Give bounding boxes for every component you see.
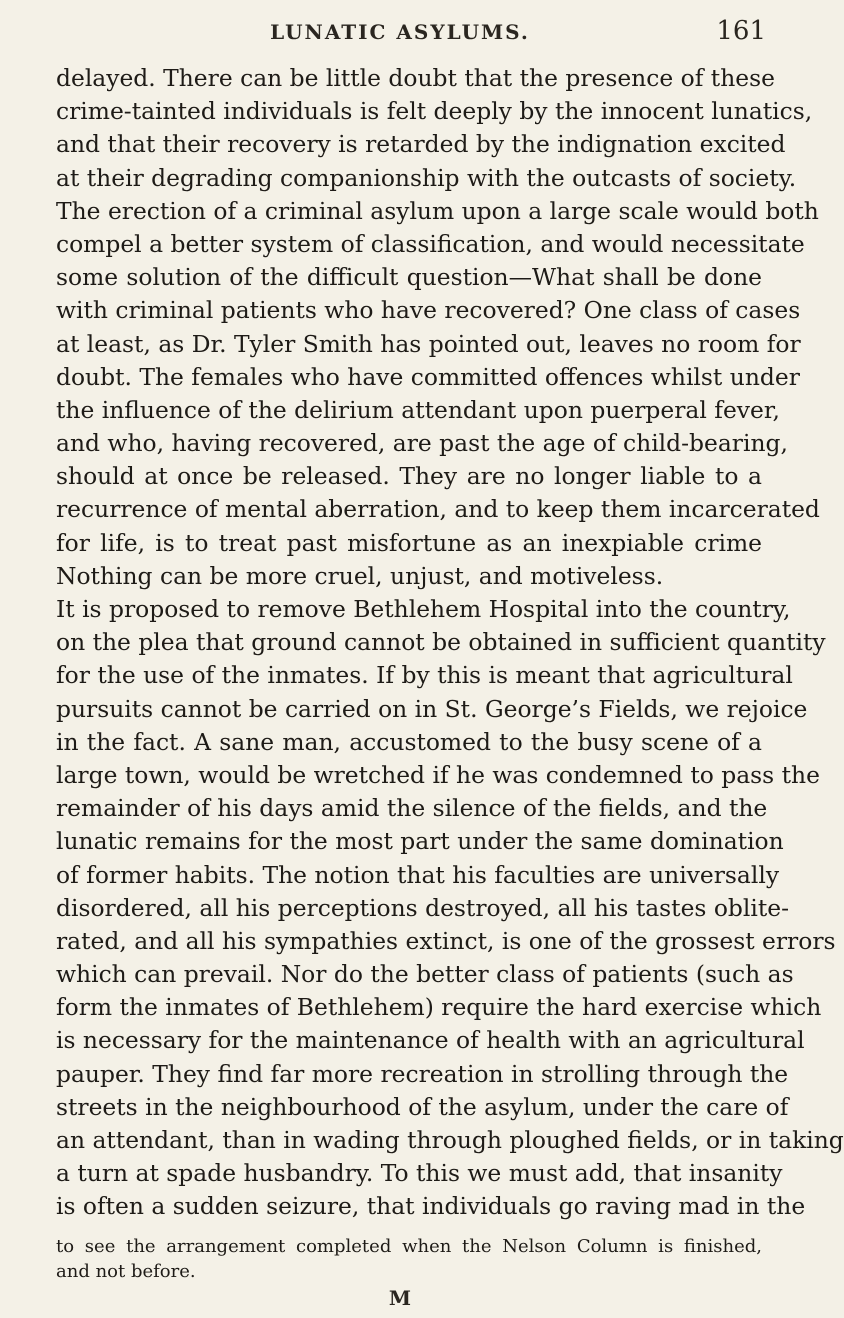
text-line: The erection of a criminal asylum upon a large scale would both	[56, 196, 819, 225]
text-line: an attendant, than in wading through ploughed fields, or in taking	[56, 1126, 844, 1154]
text-line: pauper. They find far more recreation in strolling through the	[56, 1059, 789, 1088]
text-line: streets in the neighbourhood of the asylum, under the care of	[56, 1092, 789, 1121]
text-line: form the inmates of Bethlehem) require the hard exercise which	[56, 993, 822, 1022]
body-text	[56, 62, 844, 1224]
text-line: on the plea that ground cannot be obtained in sufficient quantity	[56, 628, 826, 657]
text-line: at least, as Dr. Tyler Smith has pointed out, leaves no room for	[56, 329, 801, 358]
text-line: should at once be released. They are no longer liable to a	[56, 462, 762, 491]
footnote	[56, 1234, 762, 1284]
text-line: is necessary for the maintenance of health with an agricultural	[56, 1026, 805, 1055]
text-line: with criminal patients who have recovered? One class of cases	[56, 296, 801, 325]
text-line: which can prevail. Nor do the better class of patients (such as	[56, 960, 794, 989]
text-line: Nothing can be more cruel, unjust, and motiveless.	[56, 561, 664, 590]
text-line: lunatic remains for the most part under the same domination	[56, 827, 784, 856]
footnote-line: to see the arrangement completed when the Nelson Column is finished,	[56, 1236, 762, 1257]
text-line: and that their recovery is retarded by the indignation excited	[56, 130, 786, 159]
text-line: compel a better system of classification, and would necessitate	[56, 229, 805, 258]
text-line: rated, and all his sympathies extinct, is one of the grossest errors	[56, 926, 836, 955]
page-header	[0, 12, 800, 52]
text-line: disordered, all his perceptions destroyed, all his tastes oblite-	[56, 893, 790, 922]
text-line: and who, having recovered, are past the age of child-bearing,	[56, 429, 788, 458]
text-line: doubt. The females who have committed offences whilst under	[56, 362, 800, 391]
text-line: is often a sudden seizure, that individuals go raving mad in the	[56, 1192, 806, 1221]
text-line: pursuits cannot be carried on in St. George’s Fields, we rejoice	[56, 694, 808, 723]
text-line: at their degrading companionship with the outcasts of society.	[56, 163, 797, 192]
text-line: some solution of the difficult question—What shall be done	[56, 263, 762, 292]
running-head: LUNATIC ASYLUMS.	[270, 20, 530, 44]
text-line: a turn at spade husbandry. To this we must add, that insanity	[56, 1159, 783, 1188]
text-line: the influence of the delirium attendant upon puerperal fever,	[56, 395, 780, 424]
text-line: recurrence of mental aberration, and to keep them incarcerated	[56, 495, 820, 524]
text-line: crime-tainted individuals is felt deeply by the innocent lunatics,	[56, 97, 813, 126]
footnote-line: and not before.	[56, 1261, 196, 1282]
text-line: remainder of his days amid the silence of the fields, and the	[56, 794, 768, 823]
signature-mark: M	[388, 1286, 412, 1310]
text-line: delayed. There can be little doubt that the presence of these	[56, 64, 775, 92]
text-line: in the fact. A sane man, accustomed to the busy scene of a	[56, 727, 762, 756]
text-line: for life, is to treat past misfortune as an inexpiable crime	[56, 528, 762, 557]
page-number: 161	[716, 16, 766, 46]
text-line: of former habits. The notion that his faculties are universally	[56, 860, 780, 889]
text-line: It is proposed to remove Bethlehem Hospital into the country,	[56, 595, 791, 623]
text-line: large town, would be wretched if he was condemned to pass the	[56, 760, 820, 789]
text-line: for the use of the inmates. If by this is meant that agricultural	[56, 661, 793, 690]
